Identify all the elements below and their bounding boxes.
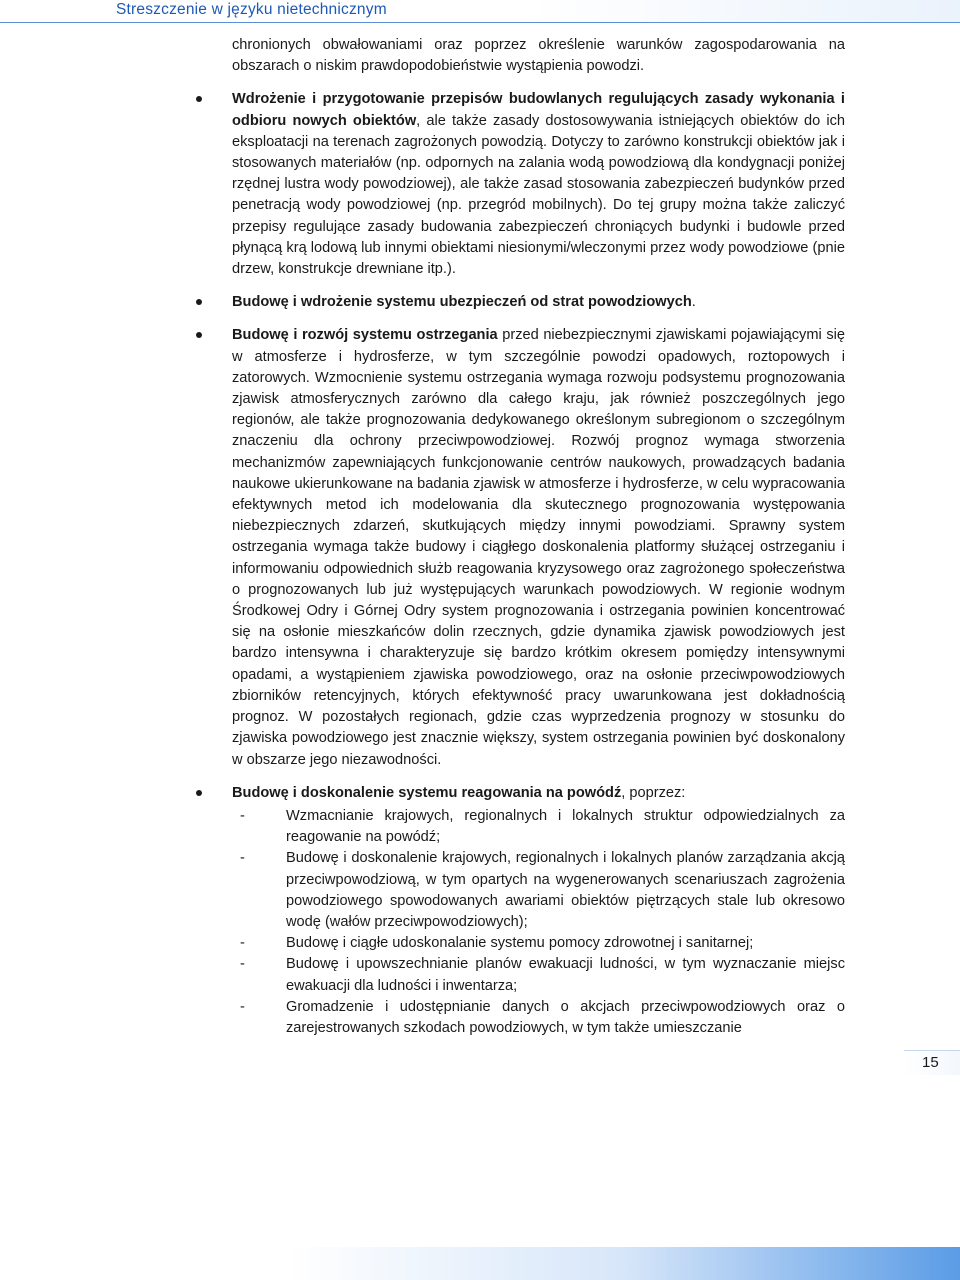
bullet-text: , poprzez: (621, 784, 686, 801)
bullet-icon (196, 96, 202, 102)
dash-list-item (232, 997, 845, 1039)
bullet-paragraph (232, 292, 845, 313)
dash-item-text: Budowę i doskonalenie krajowych, regionalnych i lokalnych planów zarządzania akcją przeciwpowodziową, w tym opartych na wygenerowanych scenariuszach zagrożenia powodziowego spowodowanych awariami obiektów piętrzących stale lub okresowo wodę (wałów przeciwpowodziowych); (286, 850, 845, 930)
bullet-text: . (691, 294, 696, 311)
bullet-paragraph (232, 325, 845, 770)
dash-item-text: Budowę i ciągłe udoskonalanie systemu pomocy zdrowotnej i sanitarnej; (286, 935, 754, 952)
dash-marker: - (240, 850, 245, 867)
dash-list-item (232, 806, 845, 848)
bullet-bold-text: Budowę i rozwój systemu ostrzegania (232, 327, 498, 344)
bullet-bold-text: Budowę i doskonalenie systemu reagowania na powódź (232, 784, 622, 801)
page-number-tab (904, 1050, 960, 1075)
bullet-item (232, 89, 845, 280)
bullet-paragraph (232, 783, 845, 804)
dash-item-text: Gromadzenie i udostępnianie danych o akcjach przeciwpowodziowych oraz o zarejestrowanych szkodach powodziowych, w tym także umieszczanie (286, 998, 845, 1036)
bullet-icon (196, 332, 202, 338)
dash-item-text: Budowę i upowszechnianie planów ewakuacji ludności, w tym wyznaczanie miejsc ewakuacji dla ludności i inwentarza; (286, 956, 845, 994)
bullet-item (232, 292, 845, 313)
dash-marker: - (240, 935, 245, 952)
bullet-icon (196, 299, 202, 305)
page-header (0, 0, 960, 23)
dash-marker: - (240, 998, 245, 1015)
bullet-text: , ale także zasady dostosowywania istniejących obiektów do ich eksploatacji na terenach zagrożonych powodzią. Dotyczy to zarówno konstrukcji obiektów jak i stosowanych materiałów (np. odpornych na zalania wodą powodziową dla kondygnacji poniżej rzędnej lustra wody powodziowej), ale także zasad stosowania zabezpieczeń budynków przed penetracją wody powodziowej (np. przegród mobilnych). Do tej grupy można także zaliczyć przepisy regulujące zasady budowania zabezpieczeń chroniących budynki i budowle przed płynącą krą lodową lub innymi obiektami niesionymi/wleczonymi przez wody powodziowe (pnie drzew, konstrukcje drewniane itp.). (232, 112, 845, 278)
bullet-item (232, 783, 845, 1039)
dash-marker: - (240, 807, 245, 824)
dash-marker: - (240, 956, 245, 973)
bullet-bold-text: Wdrożenie i przygotowanie przepisów budowlanych regulujących zasady wykonania i odbioru nowych obiektów (232, 91, 845, 129)
footer-gradient-bar (0, 1247, 960, 1280)
document-body (232, 35, 845, 1051)
bullet-paragraph (232, 89, 845, 280)
bullet-text: przed niebezpiecznymi zjawiskami pojawiającymi się w atmosferze i hydrosferze, w tym szczególnie powodzi opadowych, roztopowych i zatorowych. Wzmocnienie systemu ostrzegania wymaga rozwoju podsystemu prognozowania zjawisk atmosferycznych zarówno dla całego kraju, jak również poszczególnych jego regionów, ale także prognozowania dedykowanego określonym subregionom o szczególnym znaczeniu dla ochrony przeciwpowodziowej. Rozwój prognoz wymaga stworzenia mechanizmów zapewniających funkcjonowanie centrów naukowych, prowadzących badania naukowe ukierunkowane na badania zjawisk w atmosferze i hydrosferze, w celu wypracowania efektywnych metod ich modelowania dla skutecznego prognozowania występowania niebezpiecznych zdarzeń, skutkujących między innymi powodziami. Sprawny system ostrzegania wymaga także budowy i ciągłego doskonalenia platformy służącej ostrzeganiu i informowaniu odpowiednich służb reagowania kryzysowego oraz zagrożonego społeczeństwa o prognozowanych lub już występujących warunkach powodziowych. W regionie wodnym Środkowej Odry i Górnej Odry system prognozowania i ostrzegania powinien koncentrować się na osłonie mieszkańców dolin rzecznych, gdzie dynamika zjawisk powodziowych jest bardzo intensywna i charakteryzuje się bardzo krótkim okresem pomiędzy intensywnymi opadami, a wystąpieniem zjawiska powodziowego, oraz na osłonie przeciwpowodziowych zbiorników retencyjnych, których efektywność pracy uwarunkowana jest dokładnością prognoz. W pozostałych regionach, gdzie czas wyprzedzenia prognozy w stosunku do zjawiska powodziowego jest znacznie większy, system ostrzegania powinien być doskonalony w obszarze jego niezawodności. (232, 327, 845, 768)
bullet-bold-text: Budowę i wdrożenie systemu ubezpieczeń od strat powodziowych (232, 294, 692, 311)
header-title: Streszczenie w języku nietechnicznym (116, 1, 387, 18)
dash-list-item (232, 848, 845, 933)
dash-list-item (232, 933, 845, 954)
dash-list-item (232, 954, 845, 996)
bullet-item (232, 325, 845, 770)
bullet-icon (196, 790, 202, 796)
page-number: 15 (922, 1054, 939, 1071)
dash-list (232, 806, 845, 1039)
intro-paragraph: chronionych obwałowaniami oraz poprzez określenie warunków zagospodarowania na obszarach o niskim prawdopodobieństwie wystąpienia powodzi. (232, 37, 845, 75)
dash-item-text: Wzmacnianie krajowych, regionalnych i lokalnych struktur odpowiedzialnych za reagowanie na powódź; (286, 807, 845, 846)
